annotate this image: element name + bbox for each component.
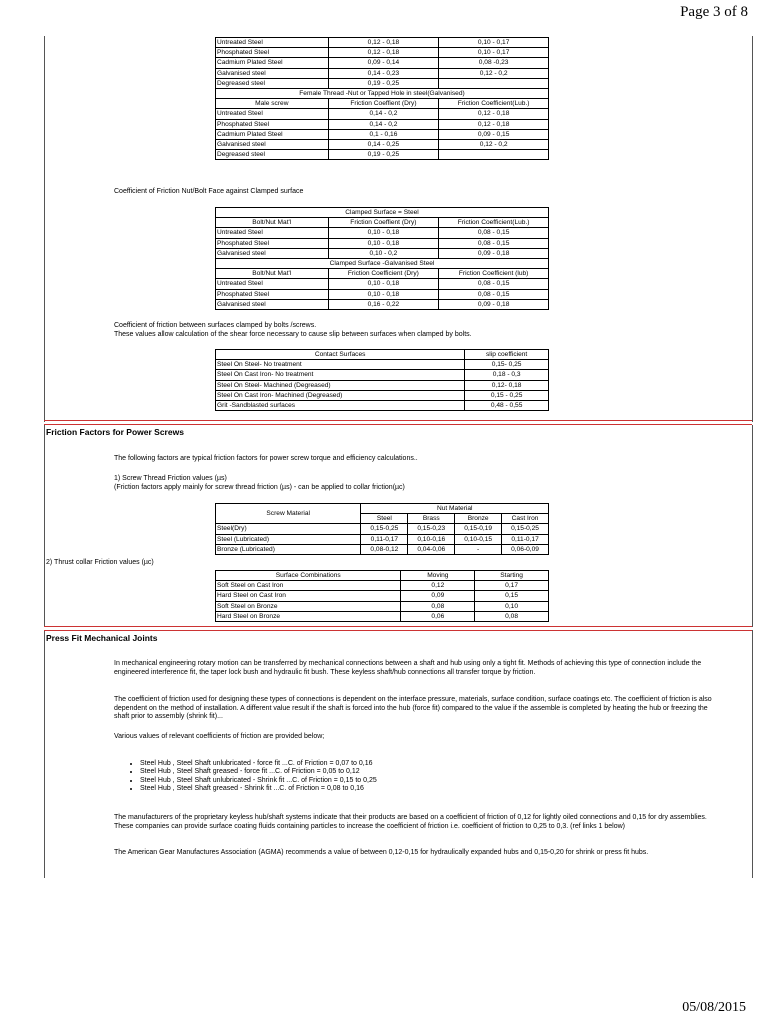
table-cell: 0,19 - 0,25 xyxy=(328,150,439,160)
table-cell: Galvanised steel xyxy=(216,139,329,149)
press-fit-para-5: The American Gear Manufactures Association (AGMA) recommends a value of between 0,12-0,15 for hydraulically expanded hubs and 0,15-0,20 for shrink or press fit hubs. xyxy=(114,849,649,856)
nut-bolt-face-table xyxy=(215,207,549,310)
col-header: Friction Coefficient (lub) xyxy=(439,269,549,279)
press-fit-para-1: In mechanical engineering rotary motion can be transferred by mechanical connections between a shaft and hub using only a tight fit. Methods of achieving this type of connection include the engineered interference fit, the taper lock bush and hydraulic fit bush. These keyless shaft/hub connections all transfer torque by friction. xyxy=(114,660,702,676)
table-cell: 0,08 - 0,15 xyxy=(439,279,549,289)
screw-thread-note: (Friction factors apply mainly for screw thread friction (µs) - can be applied to collar friction(µc) xyxy=(114,484,405,491)
table-cell: - xyxy=(455,544,502,554)
table-cell: 0,12 - 0,18 xyxy=(328,38,439,48)
table-row xyxy=(216,78,549,88)
table-cell: 0,12 - 0,2 xyxy=(439,139,549,149)
table-row xyxy=(216,390,549,400)
table-row xyxy=(216,380,549,390)
table-row xyxy=(216,119,549,129)
table-row xyxy=(216,299,549,309)
table-cell: 0,48 - 0,55 xyxy=(465,400,549,410)
table-row xyxy=(216,601,549,611)
table-cell: Steel On Steel- Machined (Degreased) xyxy=(216,380,465,390)
table-cell: 0,15- 0,25 xyxy=(465,360,549,370)
table-row xyxy=(216,611,549,621)
left-border xyxy=(44,425,45,627)
table-cell: 0,10 - 0,17 xyxy=(439,38,549,48)
table-cell: 0,12 - 0,18 xyxy=(439,119,549,129)
table-cell: 0,18 - 0,3 xyxy=(465,370,549,380)
table-row xyxy=(216,129,549,139)
thread-friction-table xyxy=(215,37,549,160)
table-row xyxy=(216,139,549,149)
table-cell: 0,09 - 0,18 xyxy=(439,248,549,258)
nut-bolt-heading: Coefficient of Friction Nut/Bolt Face against Clamped surface xyxy=(114,188,304,195)
clamped-text-2: These values allow calculation of the shear force necessary to cause slip between surfaces when clamped by bolts. xyxy=(114,331,472,338)
surface-combinations-table xyxy=(215,570,549,622)
table-cell: 0,09 - 0,18 xyxy=(439,299,549,309)
table-cell: 0,15 xyxy=(475,591,549,601)
table-header-row xyxy=(216,218,549,228)
table-cell: 0,12- 0,18 xyxy=(465,380,549,390)
slip-coefficient-table xyxy=(215,349,549,411)
table-cell: Cadmium Plated Steel xyxy=(216,58,329,68)
table-cell: 0,10 - 0,18 xyxy=(328,228,439,238)
table-cell: 0,12 - 0,18 xyxy=(439,109,549,119)
table-cell: 0,15-0,25 xyxy=(361,524,408,534)
table-row xyxy=(216,289,549,299)
table-header-row xyxy=(216,269,549,279)
table-title: Clamped Surface = Steel xyxy=(216,208,549,218)
table-cell: Steel On Cast Iron- No treatment xyxy=(216,370,465,380)
table-cell: Phosphated Steel xyxy=(216,48,329,58)
list-item: • Steel Hub , Steel Shaft unlubricated - force fit ...C. of Friction = 0,07 to 0,16 xyxy=(140,760,377,768)
col-header: Surface Combinations xyxy=(216,571,401,581)
table-cell: Degreased steel xyxy=(216,78,329,88)
table-cell: 0,19 - 0,25 xyxy=(328,78,439,88)
table-cell: 0,08-0,12 xyxy=(361,544,408,554)
table-row xyxy=(216,109,549,119)
table-cell: Phosphated Steel xyxy=(216,289,329,299)
table-cell xyxy=(439,150,549,160)
col-header: Brass xyxy=(408,514,455,524)
col-header: Steel xyxy=(361,514,408,524)
table-row xyxy=(216,238,549,248)
table-row xyxy=(216,360,549,370)
table-cell: 0,08 - 0,15 xyxy=(439,228,549,238)
col-header: Friction Coeffient (Dry) xyxy=(328,218,439,228)
section-title-power-screws: Friction Factors for Power Screws xyxy=(46,427,184,437)
power-screws-intro: The following factors are typical friction factors for power screw torque and efficiency calculations.. xyxy=(114,455,418,462)
table-cell: Degreased steel xyxy=(216,150,329,160)
right-border xyxy=(752,630,753,878)
table-cell: Untreated Steel xyxy=(216,279,329,289)
table-row xyxy=(216,68,549,78)
col-header: Screw Material xyxy=(216,504,361,524)
table-cell: 0,14 - 0,2 xyxy=(328,109,439,119)
table-subtitle: Female Thread -Nut or Tapped Hole in steel(Galvanised) xyxy=(216,88,549,98)
table-cell: 0,15-0,25 xyxy=(502,524,549,534)
table-cell: Steel On Steel- No treatment xyxy=(216,360,465,370)
table-cell: Untreated Steel xyxy=(216,228,329,238)
table-cell: 0,08 - 0,15 xyxy=(439,238,549,248)
table-row xyxy=(216,48,549,58)
table-cell: 0,14 - 0,25 xyxy=(328,139,439,149)
col-header: Friction Coeffient (Dry) xyxy=(328,99,439,109)
section-divider xyxy=(44,626,752,631)
table-cell: 0,10 - 0,18 xyxy=(328,279,439,289)
table-row xyxy=(216,248,549,258)
left-border xyxy=(44,630,45,878)
table-cell: Galvanised steel xyxy=(216,68,329,78)
table-cell: Bronze (Lubricated) xyxy=(216,544,361,554)
table-cell: 0,14 - 0,23 xyxy=(328,68,439,78)
table-row xyxy=(216,150,549,160)
table-cell: Galvanised steel xyxy=(216,248,329,258)
table-cell xyxy=(439,78,549,88)
table-cell: Steel (Lubricated) xyxy=(216,534,361,544)
screw-thread-label: 1) Screw Thread Friction values (µs) xyxy=(114,475,227,482)
right-border xyxy=(752,36,753,422)
table-title-row xyxy=(216,208,549,218)
press-fit-para-3: Various values of relevant coefficients of friction are provided below; xyxy=(114,733,325,740)
table-header-row xyxy=(216,99,549,109)
table-row xyxy=(216,400,549,410)
table-cell: Galvanised steel xyxy=(216,299,329,309)
screw-thread-item xyxy=(114,475,714,484)
table-row xyxy=(216,279,549,289)
table-cell: 0,08 xyxy=(475,611,549,621)
col-header: Bronze xyxy=(455,514,502,524)
table-row xyxy=(216,370,549,380)
table-cell: Hard Steel on Bronze xyxy=(216,611,401,621)
table-cell: Steel On Cast Iron- Machined (Degreased) xyxy=(216,390,465,400)
table-cell: 0,1 - 0,16 xyxy=(328,129,439,139)
table-cell: 0,10-0,15 xyxy=(455,534,502,544)
col-header: Bolt/Nut Mat'l xyxy=(216,218,329,228)
page-number: Page 3 of 8 xyxy=(680,4,748,20)
table-cell: 0,10 - 0,17 xyxy=(439,48,549,58)
col-header: Nut Material xyxy=(361,504,549,514)
table-header-row xyxy=(216,504,549,514)
section-divider xyxy=(44,420,752,425)
col-header: Friction Coefficient (Dry) xyxy=(328,269,439,279)
list-item: • Steel Hub , Steel Shaft greased - force fit ...C. of Friction = 0,05 to 0,12 xyxy=(140,768,377,776)
table-title-row xyxy=(216,258,549,268)
table-cell: 0,09 - 0,15 xyxy=(439,129,549,139)
table-cell: 0,15-0,23 xyxy=(408,524,455,534)
table-cell: 0,09 xyxy=(401,591,475,601)
thrust-collar-item: 2) Thrust collar Friction values (µc) xyxy=(46,559,154,566)
table-cell: 0,15-0,19 xyxy=(455,524,502,534)
table-subtitle-row xyxy=(216,88,549,98)
table-cell: Phosphated Steel xyxy=(216,119,329,129)
table-cell: 0,12 - 0,2 xyxy=(439,68,549,78)
list-item: • Steel Hub , Steel Shaft unlubricated - Shrink fit ...C. of Friction = 0,15 to 0,25 xyxy=(140,777,377,785)
col-header: Cast Iron xyxy=(502,514,549,524)
table-cell: 0,04-0,06 xyxy=(408,544,455,554)
table-header-row xyxy=(216,571,549,581)
col-header: Friction Coefficient(Lub.) xyxy=(439,218,549,228)
right-border xyxy=(752,425,753,627)
table-cell: 0,10-0,16 xyxy=(408,534,455,544)
table-cell: Hard Steel on Cast Iron xyxy=(216,591,401,601)
table-cell: Cadmium Plated Steel xyxy=(216,129,329,139)
table-row xyxy=(216,591,549,601)
table-cell: Grit -Sandblasted surfaces xyxy=(216,400,465,410)
table-cell: 0,12 xyxy=(401,581,475,591)
press-fit-para-4: The manufacturers of the proprietary keyless hub/shaft systems indicate that their products are based on a coefficient of friction of 0,12 for lightly oiled connections and 0,15 for dry assemblies. These companies can provide surface coating fluids containing particles to increase the coefficient of friction i.e. coefficient of friction to 0,25 to 0,3. (ref links 1 below) xyxy=(114,814,707,830)
table-cell: 0,09 - 0,14 xyxy=(328,58,439,68)
table-cell: 0,12 - 0,18 xyxy=(328,48,439,58)
table-cell: Steel(Dry) xyxy=(216,524,361,534)
table-cell: 0,16 - 0,22 xyxy=(328,299,439,309)
col-header: Starting xyxy=(475,571,549,581)
table-row xyxy=(216,228,549,238)
table-row xyxy=(216,534,549,544)
table-cell: 0,08 - 0,15 xyxy=(439,289,549,299)
table-cell: 0,08 -0,23 xyxy=(439,58,549,68)
table-title: Clamped Surface -Galvanised Steel xyxy=(216,258,549,268)
table-row xyxy=(216,544,549,554)
table-row xyxy=(216,38,549,48)
table-cell: 0,11-0,17 xyxy=(361,534,408,544)
table-cell: 0,10 - 0,18 xyxy=(328,238,439,248)
table-cell: 0,10 xyxy=(475,601,549,611)
col-header: Moving xyxy=(401,571,475,581)
table-cell: 0,15 - 0,25 xyxy=(465,390,549,400)
table-cell: Untreated Steel xyxy=(216,109,329,119)
friction-bullet-list xyxy=(130,760,377,794)
table-cell: Soft Steel on Bronze xyxy=(216,601,401,611)
screw-material-table xyxy=(215,503,549,555)
col-header: slip coefficient xyxy=(465,350,549,360)
table-cell: 0,06-0,09 xyxy=(502,544,549,554)
table-cell: 0,08 xyxy=(401,601,475,611)
table-cell: 0,10 - 0,18 xyxy=(328,289,439,299)
col-header: Friction Coefficient(Lub.) xyxy=(439,99,549,109)
table-row xyxy=(216,581,549,591)
table-cell: Untreated Steel xyxy=(216,38,329,48)
table-cell: 0,14 - 0,2 xyxy=(328,119,439,129)
col-header: Bolt/Nut Mat'l xyxy=(216,269,329,279)
clamped-text-1: Coefficient of friction between surfaces clamped by bolts /screws. xyxy=(114,322,317,329)
press-fit-para-2: The coefficient of friction used for designing these types of connections is dependent on the interface pressure, materials, surface condition, surface coatings etc. The coefficient of friction is also dependent on the method of installation. A different value result if the shaft is forced into the hub (force fit) compared to the value if the assemble is completed by heating the hub or freezing the shaft prior to assembly (shrink fit)... xyxy=(114,696,712,721)
section-title-press-fit: Press Fit Mechanical Joints xyxy=(46,633,158,643)
table-row xyxy=(216,58,549,68)
left-border xyxy=(44,36,45,422)
list-item: • Steel Hub , Steel Shaft greased - Shrink fit ...C. of Friction = 0,08 to 0,16 xyxy=(140,785,377,793)
table-cell: 0,11-0,17 xyxy=(502,534,549,544)
col-header: Male screw xyxy=(216,99,329,109)
footer-date: 05/08/2015 xyxy=(682,1000,746,1015)
table-cell: Phosphated Steel xyxy=(216,238,329,248)
table-cell: 0,17 xyxy=(475,581,549,591)
table-cell: 0,10 - 0,2 xyxy=(328,248,439,258)
table-cell: 0,06 xyxy=(401,611,475,621)
table-header-row xyxy=(216,350,549,360)
table-cell: Soft Steel on Cast Iron xyxy=(216,581,401,591)
table-row xyxy=(216,524,549,534)
col-header: Contact Surfaces xyxy=(216,350,465,360)
